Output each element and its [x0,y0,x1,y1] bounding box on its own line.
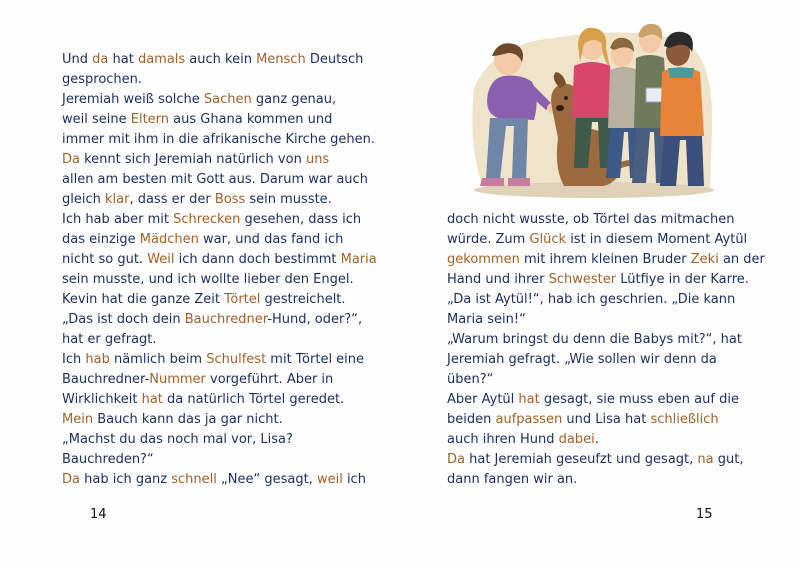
text-segment: war, und das fand ich [198,232,344,247]
text-segment: Aber Aytül [447,392,519,407]
text-segment: Deutsch [305,52,364,67]
highlighted-word: Boss [214,192,246,207]
text-segment: gleich [62,192,105,207]
highlighted-word: aufpassen [495,412,563,427]
highlighted-word: Schwester [548,272,617,287]
text-line [447,270,777,290]
text-segment: -Hund, oder?“, [267,312,363,327]
highlighted-word: Weil [147,252,175,267]
text-segment: sein musste. [245,192,332,207]
text-line [447,330,777,350]
text-segment: mit ihrem kleinen Bruder [519,252,691,267]
highlighted-word: Mein [62,412,94,427]
text-segment: vorgeführt. Aber in [205,372,334,387]
text-line [62,430,392,450]
text-segment: mit Törtel eine [266,352,365,367]
text-segment: da natürlich Törtel geredet. [162,392,345,407]
text-segment: aus Ghana kommen und [169,112,333,127]
text-segment: allen am besten mit Gott aus. Darum war auch [62,172,368,187]
text-segment: hat [108,52,138,67]
text-segment: weil seine [62,112,131,127]
text-line [62,450,392,470]
highlighted-word: da [92,52,109,67]
text-line [62,330,392,350]
text-line [62,70,392,90]
text-segment: , dass er der [129,192,215,207]
highlighted-word: klar [105,192,130,207]
highlighted-word: Schrecken [173,212,241,227]
text-segment: würde. Zum [447,232,530,247]
text-segment: gesprochen. [62,72,143,87]
text-segment: hab ich ganz [79,472,172,487]
text-segment: ganz genau, [251,92,337,107]
text-line [447,290,777,310]
text-segment: ist in diesem Moment Aytül [566,232,748,247]
text-segment: Ich [62,352,86,367]
illustration-children-with-dog [464,18,719,198]
text-line [62,470,392,490]
right-page [400,0,800,567]
text-segment: doch nicht wusste, ob Törtel das mitmachen [447,212,735,227]
right-page-number: 15 [696,507,713,522]
text-segment: . [594,432,599,447]
text-segment: dann fangen wir an. [447,472,578,487]
text-segment: Hand und ihrer [447,272,549,287]
highlighted-word: na [697,452,714,467]
text-segment: „Nee“ gesagt, [216,472,317,487]
text-line [62,150,392,170]
highlighted-word: Da [62,472,80,487]
text-segment: kennt sich Jeremiah natürlich von [79,152,306,167]
text-line [447,350,777,370]
left-page-number: 14 [90,507,107,522]
highlighted-word: Nummer [149,372,206,387]
text-segment: Lütfiye in der Karre. [616,272,749,287]
highlighted-word: schnell [171,472,217,487]
text-segment: gesehen, dass ich [240,212,362,227]
text-line [447,470,777,490]
highlighted-word: Mädchen [139,232,199,247]
highlighted-word: hat [518,392,540,407]
text-line [62,390,392,410]
highlighted-word: gekommen [447,252,520,267]
text-segment: an der [718,252,765,267]
highlighted-word: hat [141,392,163,407]
text-segment: Bauch kann das ja gar nicht. [93,412,283,427]
text-line [62,130,392,150]
text-line [62,190,392,210]
left-page-text [62,50,392,490]
text-segment: Bauchredner- [62,372,150,387]
text-segment: Jeremiah gefragt. „Wie sollen wir denn da [447,352,717,367]
text-segment: „Warum bringst du denn die Babys mit?“, hat [447,332,742,347]
text-line [62,250,392,270]
highlighted-word: Da [62,152,80,167]
highlighted-word: Sachen [203,92,252,107]
text-line [447,430,777,450]
text-line [447,410,777,430]
text-line [447,210,777,230]
text-segment: ich [342,472,366,487]
text-segment: sein musste, und ich wollte lieber den Engel. [62,272,354,287]
highlighted-word: Glück [529,232,567,247]
text-segment: das einzige [62,232,140,247]
highlighted-word: Bauchredner [184,312,268,327]
text-line [62,50,392,70]
text-line [62,110,392,130]
text-segment: hat Jeremiah geseufzt und gesagt, [464,452,698,467]
text-line [62,370,392,390]
text-line [62,350,392,370]
text-line [62,90,392,110]
highlighted-word: Maria [340,252,377,267]
text-segment: nicht so gut. [62,252,148,267]
right-page-text [447,210,777,490]
text-segment: „Das ist doch dein [62,312,185,327]
highlighted-word: Da [447,452,465,467]
text-line [62,270,392,290]
text-segment: üben?“ [447,372,494,387]
text-segment: gesagt, sie muss eben auf die [539,392,739,407]
highlighted-word: damals [137,52,186,67]
text-segment: beiden [447,412,496,427]
text-segment: „Machst du das noch mal vor, Lisa? [62,432,293,447]
highlighted-word: schließlich [650,412,719,427]
text-segment: ich dann doch bestimmt [174,252,341,267]
text-segment: hat er gefragt. [62,332,157,347]
highlighted-word: Törtel [224,292,261,307]
text-segment: Jeremiah weiß solche [62,92,204,107]
text-line [447,230,777,250]
text-segment: Bauchreden?“ [62,452,154,467]
text-segment: Kevin hat die ganze Zeit [62,292,225,307]
highlighted-word: dabei [558,432,595,447]
highlighted-word: uns [305,152,330,167]
highlighted-word: Schulfest [206,352,267,367]
text-line [62,230,392,250]
text-line [62,410,392,430]
text-segment: Ich hab aber mit [62,212,174,227]
text-segment: „Da ist Aytül!“, hab ich geschrien. „Die kann [447,292,736,307]
text-line [62,170,392,190]
text-segment: Und [62,52,93,67]
highlighted-word: hab [85,352,110,367]
text-segment: immer mit ihm in die afrikanische Kirche gehen. [62,132,376,147]
highlighted-word: weil [316,472,343,487]
text-line [447,250,777,270]
text-segment: gestreichelt. [260,292,346,307]
text-segment: auch ihren Hund [447,432,559,447]
highlighted-word: Zeki [690,252,719,267]
text-line [447,450,777,470]
highlighted-word: Eltern [130,112,170,127]
text-segment: und Lisa hat [562,412,651,427]
highlighted-word: Mensch [256,52,306,67]
text-line [447,390,777,410]
text-line [62,210,392,230]
text-segment: gut, [713,452,744,467]
text-segment: auch kein [185,52,257,67]
text-line [447,370,777,390]
text-segment: Maria sein!“ [447,312,526,327]
text-segment: nämlich beim [109,352,207,367]
text-line [62,310,392,330]
text-line [447,310,777,330]
text-line [62,290,392,310]
text-segment: Wirklichkeit [62,392,142,407]
